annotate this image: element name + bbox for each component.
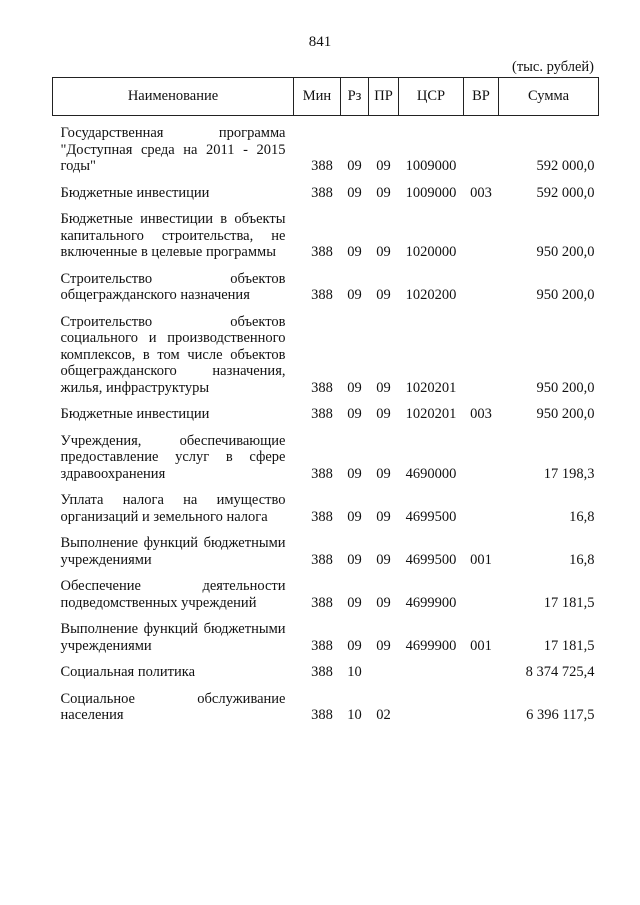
row-name: Выполнение функций бюджетными учреждениями: [60, 535, 286, 568]
row-vr: 003: [470, 184, 492, 201]
row-name: Бюджетные инвестиции: [60, 184, 210, 201]
table-row: [53, 578, 599, 621]
row-pr: 09: [376, 379, 391, 396]
row-rz: 09: [347, 594, 362, 611]
row-min: 388: [311, 406, 333, 422]
row-vr: [464, 271, 499, 314]
row-vr: [464, 433, 499, 493]
row-sum: 592 000,0: [536, 158, 595, 174]
row-min: 388: [311, 244, 333, 260]
row-pr: 09: [376, 406, 391, 422]
column-header-sum: Сумма: [499, 78, 599, 116]
row-sum: 950 200,0: [536, 406, 595, 422]
row-sum: 950 200,0: [536, 379, 595, 396]
column-header-pr: ПР: [369, 78, 399, 116]
row-min: 388: [311, 158, 333, 174]
table-row: [53, 314, 599, 407]
row-csr: [399, 691, 464, 734]
row-csr: 1020201: [405, 406, 457, 422]
row-pr: 09: [376, 594, 391, 611]
row-vr: [464, 691, 499, 734]
row-vr: 001: [470, 637, 492, 654]
column-header-min: Мин: [294, 78, 341, 116]
row-rz: 10: [347, 664, 362, 680]
row-sum: 6 396 117,5: [526, 707, 595, 723]
row-vr: [464, 116, 499, 185]
table-row: [53, 433, 599, 493]
page-number: 841: [308, 34, 332, 50]
row-csr: 4690000: [405, 465, 457, 482]
row-rz: 09: [347, 379, 362, 396]
row-rz: 09: [347, 637, 362, 654]
table-row: [53, 185, 599, 212]
row-vr: 001: [470, 551, 492, 568]
row-min: 388: [311, 508, 333, 525]
row-sum: 950 200,0: [536, 287, 595, 303]
row-vr: 003: [470, 406, 492, 422]
row-sum: 950 200,0: [536, 244, 595, 260]
row-min: 388: [311, 379, 333, 396]
row-min: 388: [311, 594, 333, 611]
row-min: 388: [311, 184, 333, 201]
row-csr: 1020201: [405, 379, 457, 396]
table-row: [53, 621, 599, 664]
column-header-name: Наименование: [53, 78, 294, 116]
row-rz: 09: [347, 465, 362, 482]
row-pr: 09: [376, 637, 391, 654]
column-header-vr: ВР: [464, 78, 499, 116]
row-sum: 17 198,3: [543, 465, 595, 482]
row-pr: 09: [376, 244, 391, 260]
row-rz: 09: [347, 244, 362, 260]
table-row: [53, 492, 599, 535]
row-name: Социальная политика: [60, 664, 196, 680]
budget-table: [52, 77, 599, 734]
table-row: [53, 116, 599, 185]
row-pr: [369, 664, 399, 691]
row-min: 388: [311, 287, 333, 303]
row-pr: 09: [376, 508, 391, 525]
row-rz: 09: [347, 406, 362, 422]
row-min: 388: [311, 707, 333, 723]
row-csr: 1020200: [405, 287, 457, 303]
row-rz: 09: [347, 551, 362, 568]
row-pr: 09: [376, 465, 391, 482]
row-min: 388: [311, 465, 333, 482]
column-header-rz: Рз: [341, 78, 369, 116]
row-csr: 1009000: [405, 184, 457, 201]
table-row: [53, 535, 599, 578]
row-name: Бюджетные инвестиции в объекты капитального строительства, не включенные в целевые программы: [60, 211, 286, 260]
row-min: 388: [311, 551, 333, 568]
row-min: 388: [311, 637, 333, 654]
row-sum: 16,8: [569, 551, 595, 568]
row-name: Учреждения, обеспечивающие предоставление услуг в сфере здравоохранения: [60, 432, 286, 482]
table-row: [53, 664, 599, 691]
row-sum: 17 181,5: [543, 637, 595, 654]
row-rz: 09: [347, 508, 362, 525]
row-name: Бюджетные инвестиции: [60, 406, 210, 422]
table-row: [53, 406, 599, 433]
row-csr: 1020000: [405, 244, 457, 260]
row-rz: 09: [347, 184, 362, 201]
row-name: Строительство объектов социального и производственного комплексов, в том числе объектов общегражданского назначения, жилья, инфраструктуры: [60, 313, 286, 396]
unit-note: (тыс. рублей): [512, 59, 594, 75]
row-sum: 8 374 725,4: [525, 664, 595, 680]
row-name: Обеспечение деятельности подведомственных учреждений: [60, 578, 286, 611]
row-pr: 09: [376, 158, 391, 174]
row-csr: 4699500: [405, 551, 457, 568]
row-csr: 4699900: [405, 637, 457, 654]
row-name: Социальное обслуживание населения: [60, 690, 286, 723]
row-csr: 1009000: [405, 158, 457, 174]
row-sum: 592 000,0: [536, 184, 595, 201]
table-row: [53, 211, 599, 271]
row-rz: 10: [347, 707, 362, 723]
row-sum: 17 181,5: [543, 594, 595, 611]
row-vr: [464, 211, 499, 271]
table-row: [53, 691, 599, 734]
row-name: Строительство объектов общегражданского назначения: [60, 270, 286, 303]
row-vr: [464, 578, 499, 621]
row-pr: 09: [376, 184, 391, 201]
row-pr: 09: [376, 551, 391, 568]
row-sum: 16,8: [569, 508, 595, 525]
row-vr: [464, 664, 499, 691]
row-name: Выполнение функций бюджетными учреждениями: [60, 621, 286, 654]
row-min: 388: [311, 664, 333, 680]
row-csr: [399, 664, 464, 691]
table-row: [53, 271, 599, 314]
row-csr: 4699900: [405, 594, 457, 611]
column-header-csr: ЦСР: [399, 78, 464, 116]
row-name: Уплата налога на имущество организаций и земельного налога: [60, 492, 286, 525]
row-name: Государственная программа "Доступная среда на 2011 - 2015 годы": [60, 125, 286, 174]
row-vr: [464, 314, 499, 407]
row-pr: 02: [376, 707, 391, 723]
row-pr: 09: [376, 287, 391, 303]
row-rz: 09: [347, 287, 362, 303]
table-header-row: [53, 78, 599, 116]
row-vr: [464, 492, 499, 535]
row-rz: 09: [347, 158, 362, 174]
row-csr: 4699500: [405, 508, 457, 525]
